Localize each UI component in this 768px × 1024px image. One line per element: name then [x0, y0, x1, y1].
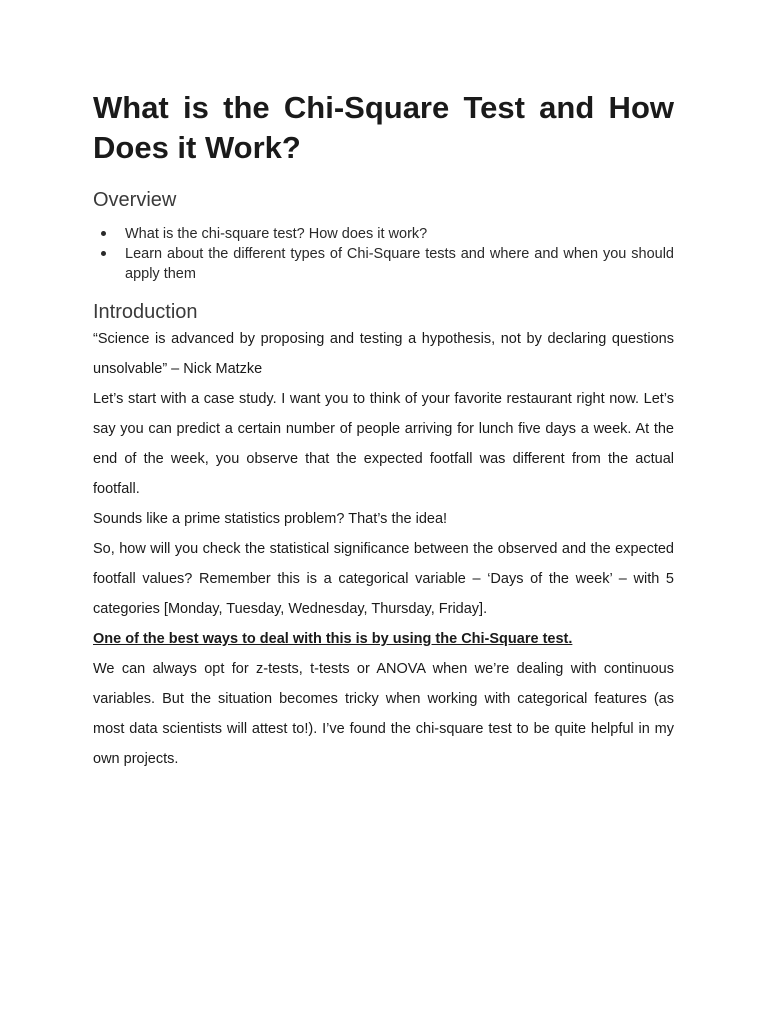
document-title: What is the Chi-Square Test and How Does it Work?	[93, 90, 674, 165]
overview-heading: Overview	[93, 189, 177, 211]
document-page	[93, 88, 674, 774]
introduction-heading: Introduction	[93, 301, 198, 323]
overview-bullet-list	[93, 224, 674, 284]
quote-paragraph: “Science is advanced by proposing and testing a hypothesis, not by declaring questions unsolvable” – Nick Matzke	[93, 331, 674, 377]
bullet-icon	[101, 251, 106, 256]
overview-bullet-text: What is the chi-square test? How does it work?	[125, 226, 428, 242]
body-paragraph: Sounds like a prime statistics problem? That’s the idea!	[93, 511, 448, 527]
emphasis-paragraph: One of the best ways to deal with this is by using the Chi-Square test.	[93, 631, 573, 647]
overview-bullet	[93, 244, 674, 284]
overview-bullet	[93, 224, 674, 244]
body-paragraph: Let’s start with a case study. I want you to think of your favorite restaurant right now. Let’s say you can predict a certain number of people arriving for lunch five days a week. At the end of the week, you observe that the expected footfall was different from the actual footfall.	[93, 391, 674, 497]
overview-bullet-text: Learn about the different types of Chi-Square tests and where and when you should apply them	[125, 246, 674, 282]
body-paragraph: So, how will you check the statistical significance between the observed and the expected footfall values? Remember this is a categorical variable – ‘Days of the week’ – with 5 categories [Monday, Tuesday, Wednesday, Thursday, Friday].	[93, 541, 674, 617]
body-paragraph: We can always opt for z-tests, t-tests or ANOVA when we’re dealing with continuous variables. But the situation becomes tricky when working with categorical features (as most data scientists will attest to!). I’ve found the chi-square test to be quite helpful in my own projects.	[93, 661, 674, 767]
bullet-icon	[101, 231, 106, 236]
